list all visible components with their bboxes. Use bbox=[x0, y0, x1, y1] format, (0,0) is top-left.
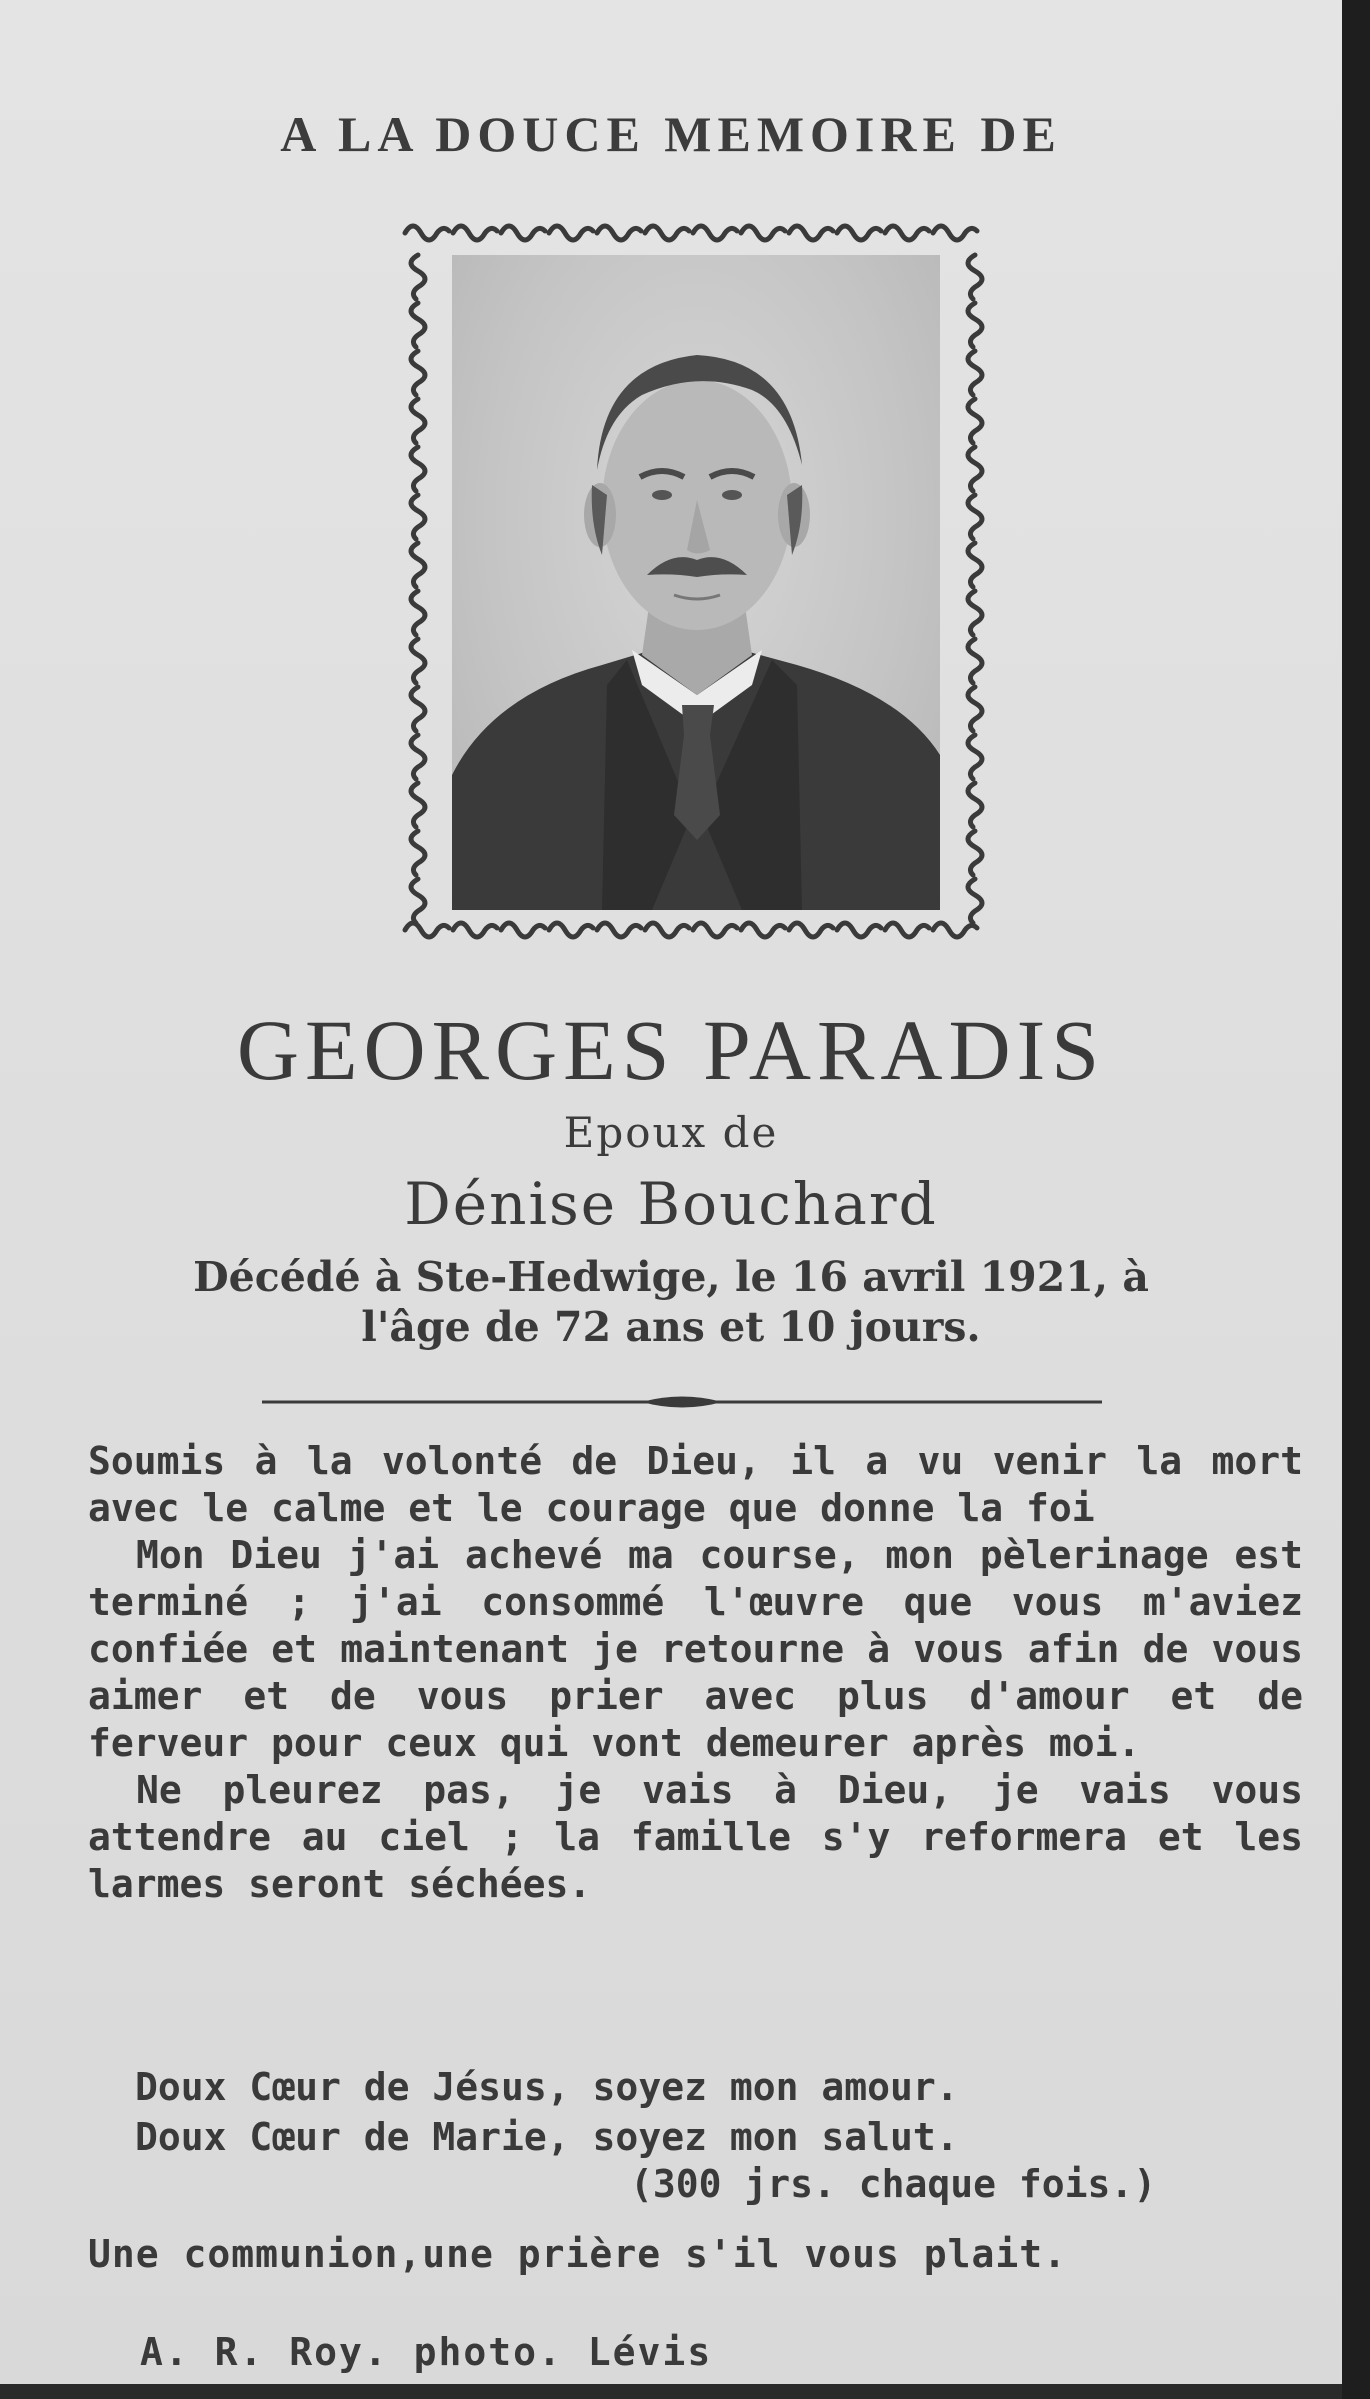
photo-credit: A. R. Roy. photo. Lévis bbox=[140, 2330, 713, 2374]
paragraph-faith: Soumis à la volonté de Dieu, il a vu venir la mort avec le calme et le courage que donne la foi bbox=[88, 1439, 1303, 1530]
prayer-marie: Doux Cœur de Marie, soyez mon salut. bbox=[135, 2115, 959, 2159]
portrait-photo bbox=[452, 255, 940, 910]
closing-request: Une communion,une prière s'il vous plait. bbox=[88, 2232, 1067, 2276]
death-line-1: Décédé à Ste-Hedwige, le 16 avril 1921, à bbox=[193, 1253, 1149, 1301]
card-edge-shadow bbox=[1342, 0, 1370, 2399]
paragraph-consolation: Ne pleurez pas, je vais à Dieu, je vais vous attendre au ciel ; la famille s'y reformera et les larmes seront séchées. bbox=[88, 1768, 1303, 1906]
death-line-2: l'âge de 72 ans et 10 jours. bbox=[361, 1303, 981, 1351]
deceased-name: GEORGES PARADIS bbox=[236, 1002, 1106, 1098]
card-header: A LA DOUCE MEMOIRE DE bbox=[280, 106, 1062, 162]
memorial-text bbox=[88, 1438, 1303, 1908]
ornamental-divider bbox=[262, 1395, 1102, 1409]
prayers bbox=[135, 2062, 1285, 2162]
indulgence-note: (300 jrs. chaque fois.) bbox=[630, 2162, 1157, 2206]
prayer-jesus: Doux Cœur de Jésus, soyez mon amour. bbox=[135, 2065, 959, 2109]
spouse-label: Epoux de bbox=[563, 1108, 779, 1157]
paragraph-prayer: Mon Dieu j'ai achevé ma course, mon pèlerinage est terminé ; j'ai consommé l'œuvre que vous m'aviez confiée et maintenant je retourne à vous afin de vous aimer et de vous prier avec plus d'amour et de ferveur pour ceux qui vont demeurer après moi. bbox=[88, 1533, 1303, 1765]
death-info bbox=[0, 1252, 1342, 1352]
spouse-name: Dénise Bouchard bbox=[404, 1170, 938, 1238]
